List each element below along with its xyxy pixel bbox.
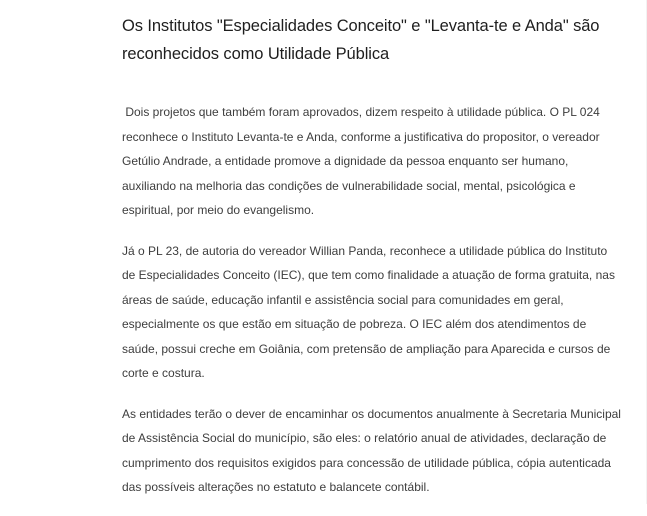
- article-paragraph-2: Já o PL 23, de autoria do vereador Willian Panda, reconhece a utilidade pública do Instituto de Especialidades Conceito (IEC), que tem como finalidade a atuação de forma gratuita, nas áreas de saúde, educação infantil e assistência social para comunidades em geral, especialmente os que estão em situação de pobreza. O IEC além dos atendimentos de saúde, possui creche em Goiânia, com pretensão de ampliação para Aparecida e cursos de corte e costura.: [122, 243, 615, 380]
- article-headline: Os Institutos "Especialidades Conceito" e "Levanta-te e Anda" são reconhecidos como Utilidade Pública: [122, 17, 600, 63]
- article-body: [122, 100, 622, 500]
- article-paragraph-3: As entidades terão o dever de encaminhar os documentos anualmente à Secretaria Municipal de Assistência Social do município, são eles: o relatório anual de atividades, declaração de cumprimento dos requisitos exigidos para concessão de utilidade pública, cópia autenticada das possíveis alterações no estatuto e balancete contábil.: [122, 406, 621, 494]
- article: [122, 0, 622, 516]
- article-paragraph-1: Dois projetos que também foram aprovados, dizem respeito à utilidade pública. O PL 024 reconhece o Instituto Levanta-te e Anda, conforme a justificativa do propositor, o vereador Getúlio Andrade, a entidade promove a dignidade da pessoa enquanto ser humano, auxiliando na melhoria das condições de vulnerabilidade social, mental, psicológica e espiritual, por meio do evangelismo.: [122, 105, 604, 217]
